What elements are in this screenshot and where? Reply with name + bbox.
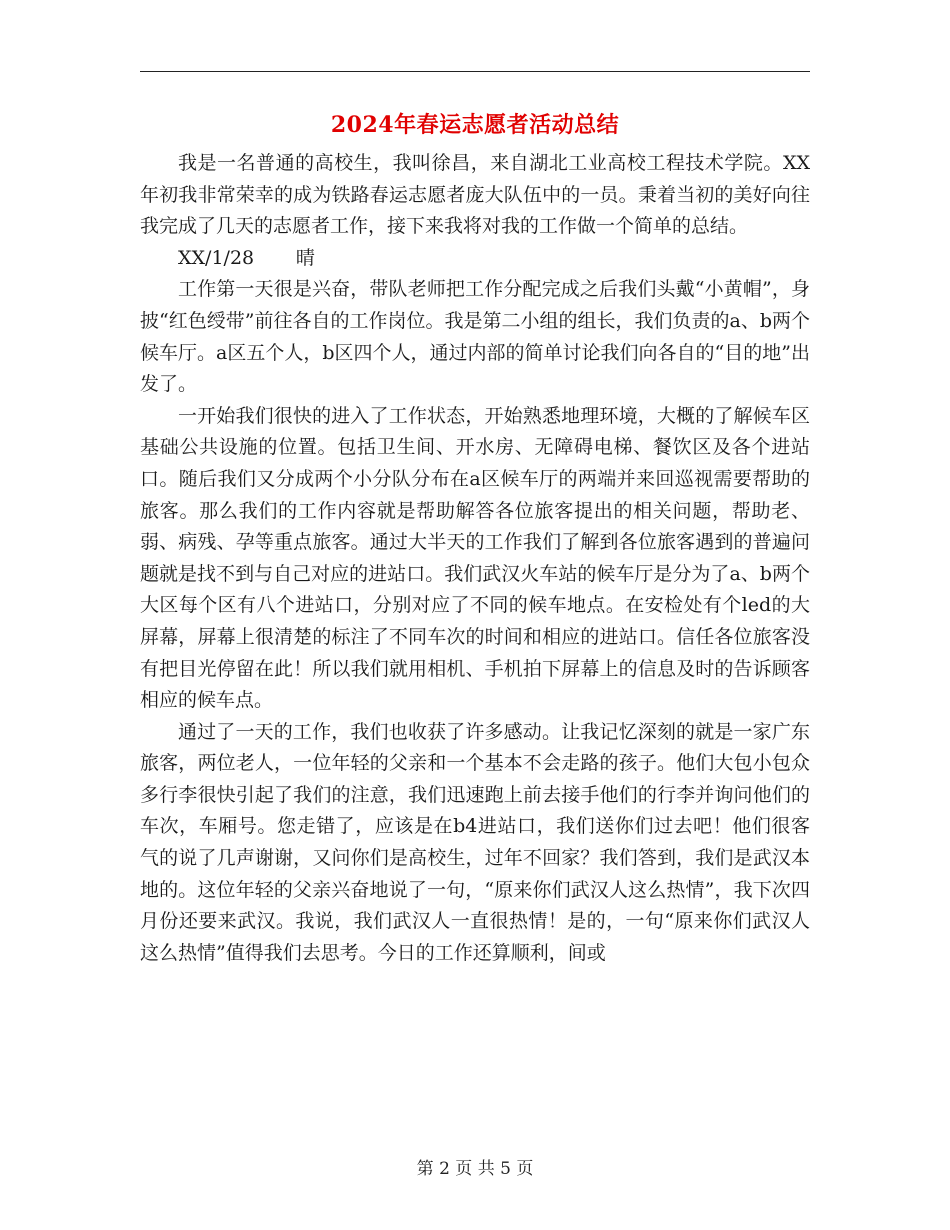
paragraph-work-state: 一开始我们很快的进入了工作状态，开始熟悉地理环境，大概的了解候车区基础公共设施的位置。包括卫生间、开水房、无障碍电梯、餐饮区及各个进站口。随后我们又分成两个小分队分布在a区候车厅的两端并来回巡视需要帮助的旅客。那么我们的工作内容就是帮助解答各位旅客提出的相关问题，帮助老、弱、病残、孕等重点旅客。通过大半天的工作我们了解到各位旅客遇到的普遍问题就是找不到与自己对应的进站口。我们武汉火车站的候车厅是分为了a、b两个大区每个区有八个进站口，分别对应了不同的候车地点。在安检处有个led的大屏幕，屏幕上很清楚的标注了不同车次的时间和相应的进站口。信任各位旅客没有把目光停留在此！所以我们就用相机、手机拍下屏幕上的信息及时的告诉顾客相应的候车点。 [140,404,810,712]
paragraph-touching-story: 通过了一天的工作，我们也收获了许多感动。让我记忆深刻的就是一家广东旅客，两位老人，一位年轻的父亲和一个基本不会走路的孩子。他们大包小包众多行李很快引起了我们的注意，我们迅速跑上前去接手他们的行李并询问他们的车次，车厢号。您走错了，应该是在b4进站口，我们送你们过去吧！他们很客气的说了几声谢谢，又问你们是高校生，过年不回家？我们答到，我们是武汉本地的。这位年轻的父亲兴奋地说了一句，“原来你们武汉人这么热情”，我下次四月份还要来武汉。我说，我们武汉人一直很热情！是的，一句“原来你们武汉人这么热情”值得我们去思考。今日的工作还算顺利，间或 [140,720,810,964]
diary-date-line [140,243,810,275]
header-rule [140,71,810,72]
document-body [140,148,810,969]
diary-date: XX/1/28 [178,246,255,269]
paragraph-intro: 我是一名普通的高校生，我叫徐昌，来自湖北工业高校工程技术学院。XX年初我非常荣幸的成为铁路春运志愿者庞大队伍中的一员。秉着当初的美好向往我完成了几天的志愿者工作，接下来我将对我的工作做一个简单的总结。 [140,152,810,238]
diary-weather: 晴 [295,246,315,269]
paragraph-first-day: 工作第一天很是兴奋，带队老师把工作分配完成之后我们头戴“小黄帽”，身披“红色绶带”前往各自的工作岗位。我是第二小组的组长，我们负责的a、b两个候车厅。a区五个人，b区四个人，通过内部的简单讨论我们向各自的“目的地”出发了。 [140,278,810,396]
page-number: 第 2 页 共 5 页 [416,1159,534,1179]
document-title: 2024年春运志愿者活动总结 [330,112,620,138]
